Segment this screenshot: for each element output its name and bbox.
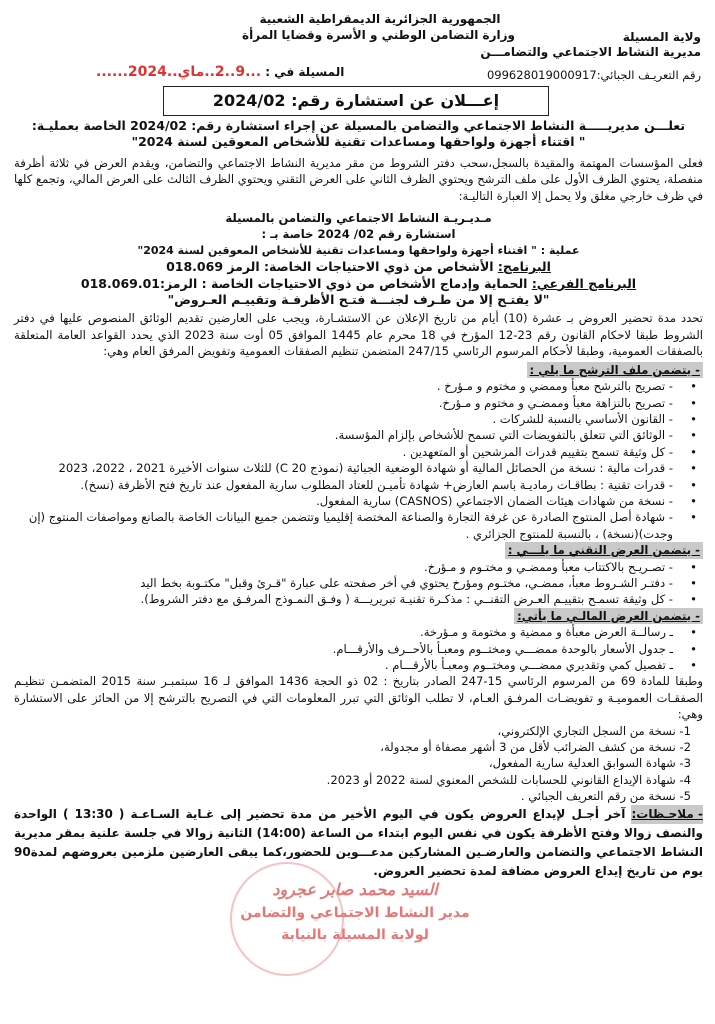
date-value: ...9..2..ماي..2024...... xyxy=(96,64,262,80)
subprogram-label: البرنامج الفرعي: xyxy=(531,275,637,291)
notes-paragraph xyxy=(14,805,703,881)
list-item: • - تصـريـح بالاكتتاب معبأ وممضـي و مختـوم و مـؤرخ. xyxy=(14,559,685,575)
documents-list xyxy=(14,723,703,805)
list-item: • - كل وثيقة تسمح بتقييم قدرات المرشحين أو المتعهدين . xyxy=(14,444,685,460)
list-item: 3- شهادة السوابق العدلية سارية المفعول، xyxy=(488,756,691,771)
financial-heading: - يتضمن العرض المالـي ما يأتي: xyxy=(514,608,703,624)
list-item: • - تصريح بالنزاهة معبأ وممضـي و مختوم و مـؤرخ. xyxy=(14,395,685,411)
document-body xyxy=(14,118,703,881)
list-item: • - نسخة من شهادات هيئات الضمان الاجتماعي (CASNOS) سارية المفعول. xyxy=(14,493,685,509)
candidacy-list xyxy=(14,378,703,542)
list-item: • - كل وثيقة تسمـح بتقييـم العـرض التقنــي : مذكـرة تقنيـة تبريريـــة ( وفـق النمـوذج المرفـق مع دفتر الشروط). xyxy=(14,591,685,607)
operation-title: " اقتناء أجهزة ولواحقها ومساعدات تقنية للأشخاص المعوقين لسنة 2024" xyxy=(131,134,586,150)
financial-list xyxy=(14,624,703,673)
candidacy-heading: - يتضمن ملف الترشح ما يلي : xyxy=(527,362,703,378)
intro-paragraph: فعلى المؤسسات المهتمة والمقيدة بالسجل،سحب دفتر الشروط من مقر مديرية النشاط الاجتماعي والتضامن، ويقدم العرض في ثلاثة أظرفة منفصلة، يحتوي الظرف الأول على ملف الترشح ويحتوي الظرف الثاني على العرض التقني ويحتوي الظرف الثالث على العرض المالي، وتجمع كلها في ظرف خارجي مغلق ولا يحمل إلا العبارة التاليـة: xyxy=(14,155,703,203)
list-item: 2- نسخة من كشف الضرائب لأقل من 3 أشهر مصفاة أو مجدولة، xyxy=(380,740,691,755)
notes-label: - ملاحـظات: xyxy=(631,805,703,824)
list-item: • - قدرات مالية : نسخة من الحصائل المالية أو شهادة الوضعية الجبائية (نموذج 20 C) للثلاث سنوات الأخيرة 2021 ، 2022، 2023 xyxy=(14,460,685,476)
program-label: البرنامج: xyxy=(497,259,551,275)
signature-place: لولاية المسيلة بالنيابة xyxy=(281,927,429,943)
program-value: الأشخاص من ذوي الاحتياجات الخاصة: الرمز 018.069 xyxy=(166,259,498,275)
envelope-line: "لا يفتـح إلا من طـرف لجنـــة فتـح الأظرفـة وتقييـم العـروض" xyxy=(167,292,550,308)
signature-name: السيد محمد صابر عجرود xyxy=(272,880,438,899)
list-item: • - شهادة أصل المنتوج الصادرة عن غرفة التجارة والصناعة المختصة إقليميا وتتضمن جميع البيانات الخاصة بالصانع ومواصفات المنتوج (إن وجدت)(نسخة) ، بالنسبة للمنتوج الجزائري . xyxy=(14,509,685,542)
signature-role: مدير النشاط الاجتماعي والتضامن xyxy=(240,905,470,921)
republic-header: الجمهورية الجزائرية الديمقراطية الشعبية xyxy=(259,12,501,26)
date-label: المسيلة في : xyxy=(261,65,345,79)
list-item: • ـ رسالــة العرض معبأة و ممضية و مختومة و مـؤرخة. xyxy=(14,624,685,640)
list-item: • - الوثائق التي تتعلق بالتفويضات التي تسمح للأشخاص بإلزام المؤسسة. xyxy=(14,427,685,443)
announcement-title: إعـــلان عن استشارة رقم: 2024/02 xyxy=(163,86,549,116)
directorate-header: مديرية النشاط الاجتماعي والتضامـــن xyxy=(480,45,701,59)
tax-id: رقم التعريـف الجبائي:099628019000917 xyxy=(486,68,701,82)
intro-line: تعلـــن مديريـــــة النشاط الاجتماعي والتضامن بالمسيلة عن إجراء استشارة رقم: 2024/02 الخاصة بعمليـة: xyxy=(31,118,686,133)
wilaya-header: ولاية المسيلة xyxy=(622,30,701,44)
deadline-paragraph: تحدد مدة تحضير العروض بـ عشرة (10) أيام من تاريخ الإعلان عن الاستشـارة، ويجب على العارضين تقديم الوثائق المنصوص عليها في دفتر الشروط طبقا لاحكام القانون رقم 23-12 المؤرخ في 18 محرم عام 1445 الموافق 05 أوت سنة 2023 الذي يحدد القواعد العامة المتعلقة بالصفقات العمومية، وطبقا لأحكام المرسوم الرئاسي 247/15 المتضمن تنظيم الصفقات العمومية وتفويض المرفق العام وهي: xyxy=(14,311,704,359)
list-item: 1- نسخة من السجل التجاري الإلكتروني، xyxy=(497,723,691,738)
technical-heading: - يتضمن العرض التقني ما يلـــي : xyxy=(505,542,703,558)
list-item: • - قدرات تقنية : بطاقـات رماديـة باسم العارض+ شهادة تأميـن للعتاد المطلوب سارية المفعول عند تاريخ فتح الأظرفة (نسخ). xyxy=(14,477,685,493)
list-item: • - دفتـر الشـروط معبأ، ممضـي، مختـوم ومؤرخ يحتوي في أخر صفحته على عبارة "قـرئ وقبل" مكتـوبة بخط اليد xyxy=(14,575,685,591)
envelope-line: مـديـريـة النشاط الاجتماعي والتضامن بالمسيلة xyxy=(225,211,492,226)
list-item: • ـ جدول الأسعار بالوحدة ممضـــي ومختــوم ومعبـأ بالأحــرف والأرقـــام. xyxy=(14,641,685,657)
official-seal xyxy=(230,862,344,976)
ministry-header: وزارة التضامن الوطني و الأسرة وقضايا المرأة xyxy=(242,28,515,42)
list-item: • - القانون الأساسي بالنسبة للشركات . xyxy=(14,411,685,427)
envelope-label xyxy=(14,210,703,308)
subprogram-value: الحماية وإدماج الأشخاص من ذوي الاحتياجات الخاصة : الرمز:018.069.01 xyxy=(80,275,532,291)
envelope-line: عملية : " اقتناء أجهزة ولواحقها ومساعدات تقنية للأشخاص المعوقين لسنة 2024" xyxy=(137,243,580,257)
date-line xyxy=(96,64,344,80)
list-item: • ـ تفصيل كمي وتقديري ممضـــي ومختــوم ومعبـأ بالأرقـــام . xyxy=(14,657,685,673)
list-item: 4- شهادة الإيداع القانوني للحسابات للشخص المعنوي لسنة 2022 أو 2023. xyxy=(326,772,691,787)
article-paragraph: وطبقا للمادة 69 من المرسوم الرئاسي 15-247 الصادر بتاريخ : 02 ذو الحجة 1436 الموافق لـ 16 سبتمبـر سنة 2015 المتضمـن تنظيـم الصفقـات العموميـة و تفويضـات المرفـق العـام، لا تطلب الوثائق التي تبرر المعلومات التي في التصريح بالترشح إلا من الحائز على الاستشارة وهي: xyxy=(14,674,703,722)
list-item: 5- نسخة من رقم التعريف الجبائي . xyxy=(520,789,691,804)
technical-list xyxy=(14,559,703,608)
envelope-line: استشارة رقم 02/ 2024 خاصة بـ : xyxy=(261,227,456,242)
notes-text: آخر أجـل لإيداع العروض يكون في اليوم الأخير من مدة تحضير إلى غـاية السـاعـة ( 13:30 ) الواحدة والنصف زوالا وفتح الأظرفة يكون في نفس اليوم ابتداء من الساعة (14:00) الثانية زوالا في جلسة علنية بمقر مديرية النشاط الاجتماعي والتضامن والعارضـين المشاركين مدعـــوين للحضور،كما يبقى العارضين ملزمين بعروضهم لمدة90 يوم من تاريخ إيداع العروض مضافة لمدة تحضير العروض. xyxy=(14,806,704,878)
list-item: • - تصريح بالترشح معبأ وممضي و مختوم و مـؤرخ . xyxy=(14,378,685,394)
